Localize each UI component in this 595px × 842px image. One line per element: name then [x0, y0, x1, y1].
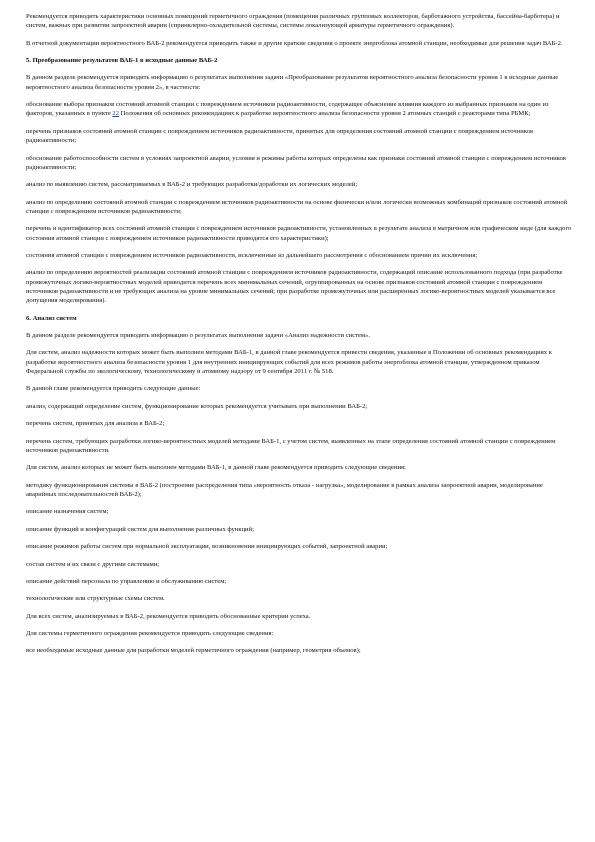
paragraph: перечень систем, принятых для анализа в ВАБ-2; — [26, 420, 165, 428]
paragraph-text: Положения об основных рекомендациях к разработке вероятностного анализа безопасности уровня 2 атомных станций с реакторами типа РБМК; — [119, 110, 531, 118]
paragraph: анализ по определению состояний атомной станции с повреждением источников радиоактивности на основе физически и/или логически возможных комбинаций признаков состояний атомной станции с повреждением источников радиоактивности; — [26, 198, 568, 215]
paragraph: все необходимые исходные данные для разработки моделей герметичного ограждения (например, геометрия объемов); — [26, 647, 361, 655]
paragraph: В отчетной документации вероятностного ВАБ-2 рекомендуется приводить также и другие краткие сведения о проекте энергоблока атомной станции, необходимые для решения задач ВАБ-2. — [26, 39, 563, 47]
paragraph: перечень систем, требующих разработки логико-вероятностных моделей методами ВАБ-1, с учетом систем, выявленных на этапе определения состояний атомной станции с повреждением источников радиоактивности. — [26, 437, 556, 454]
paragraph: Для системы герметичного ограждения рекомендуется приводить следующие сведения: — [26, 630, 274, 638]
paragraph: состав систем и их связи с другими системами; — [26, 560, 160, 568]
paragraph: анализ по выявлению систем, рассматриваемых в ВАБ-2 и требующих разработки/доработки их логических моделей; — [26, 181, 358, 189]
paragraph: обоснование работоспособности систем в условиях запроектной аварии, условия и режимы работы которых определены как признаки состояний атомной станции с повреждением источников радиоактивности; — [26, 154, 566, 171]
section-heading-6: 6. Анализ систем — [26, 314, 77, 322]
paragraph: описание назначения систем; — [26, 508, 109, 516]
paragraph: Для систем, анализ надежности которых может быть выполнен методами ВАБ-1, в данной главе рекомендуется привести сведения, указанные в Положении об основных рекомендациях к разработке вероятностного анализа безопасности уровня 1 для внутренних инициирующих событий для всех режимов работы энергоблока атомной станции, утвержденном приказом Федеральной службы по экологическому, технологическому и атомному надзору от 9 сентября 2011 г. № 518. — [26, 349, 552, 376]
section-heading-5: 5. Преобразование результатов ВАБ-1 в исходные данные ВАБ-2 — [26, 57, 218, 65]
paragraph: Для всех систем, анализируемых в ВАБ-2, рекомендуется приводить обоснованные критерии успеха. — [26, 612, 311, 620]
paragraph: В данном разделе рекомендуется приводить информацию о результатах выполнения задачи «Преобразование результатов вероятностного анализа безопасности уровня 1 в исходные данные вероятностного анализа безопасности уровня 2», в частности: — [26, 74, 559, 91]
paragraph: анализ по определению вероятностей реализации состояний атомной станции с повреждением источников радиоактивности, содержащий описание использованного подхода (при разработке промежуточных логико-вероятностных моделей приводится перечень всех минимальных сечений, огруппированных на основе признаков состояний атомной станции с повреждением источников радиоактивности и не требующих анализа на уровне минимальных сечений; при разработке промежуточных или расширенных логико-вероятностных моделей указывается все допущения моделирования). — [26, 269, 563, 305]
paragraph — [26, 100, 574, 119]
paragraph: методику функционирования системы в ВАБ-2 (построение распределения типа «вероятность отказа - нагрузка», моделирование в рамках анализа запроектной аварии, моделирование аварийных последовательностей ВАБ-2); — [26, 481, 543, 498]
paragraph-text: обоснование выбора признаков состояний атомной станции с повреждением источников радиоактивности, содержащее объяснение влияния каждого из выбранных признаков на один из факторов, указанных в пункте — [26, 101, 549, 118]
document-page — [26, 12, 574, 656]
paragraph: перечень признаков состояний атомной станции с повреждением источников радиоактивности, принятых для определения состояний атомной станции с повреждением источников радиоактивности; — [26, 127, 534, 145]
paragraph: В данной главе рекомендуется приводить следующие данные: — [26, 385, 201, 393]
paragraph: описание функций и конфигураций систем для выполнения различных функций; — [26, 525, 254, 533]
paragraph: перечень и идентификатор всех состояний атомной станции с повреждением источников радиоактивности, установленных в результате анализа в матричном или графическом виде (для каждого состояния атомной станции с повреждением источников радиоактивности приводятся его характеристики); — [26, 225, 572, 242]
paragraph: Рекомендуется приводить характеристики основных помещений герметичного ограждения (помещения различных групповых коллекторов, барботажного устройства, бассейна-барботера) и систем, важных при развитии запроектной аварии (спринклерно-охладительной системы, системы локализующей арматуры герметичного ограждения). — [26, 13, 560, 30]
clause-link[interactable]: 22 — [112, 110, 119, 118]
paragraph: состояния атомной станции с повреждением источников радиоактивности, исключенные из дальнейшего рассмотрения с обоснованием причин их исключения; — [26, 251, 478, 259]
paragraph: описание действий персонала по управлению и обслуживанию систем; — [26, 577, 227, 585]
paragraph: В данном разделе рекомендуется приводить информацию о результатах выполнения задачи «Анализ надежности систем». — [26, 332, 370, 340]
paragraph: анализ, содержащий определение систем, функционирование которых рекомендуется учитывать при выполнении ВАБ-2; — [26, 402, 368, 410]
paragraph: технологические или структурные схемы систем. — [26, 595, 165, 603]
paragraph: описание режимов работы систем при нормальной эксплуатации, возникновении инициирующих событий, запроектной аварии; — [26, 543, 388, 551]
paragraph: Для систем, анализ которых не может быть выполнен методами ВАБ-1, в данной главе рекомендуется приводить следующие сведения: — [26, 464, 406, 472]
